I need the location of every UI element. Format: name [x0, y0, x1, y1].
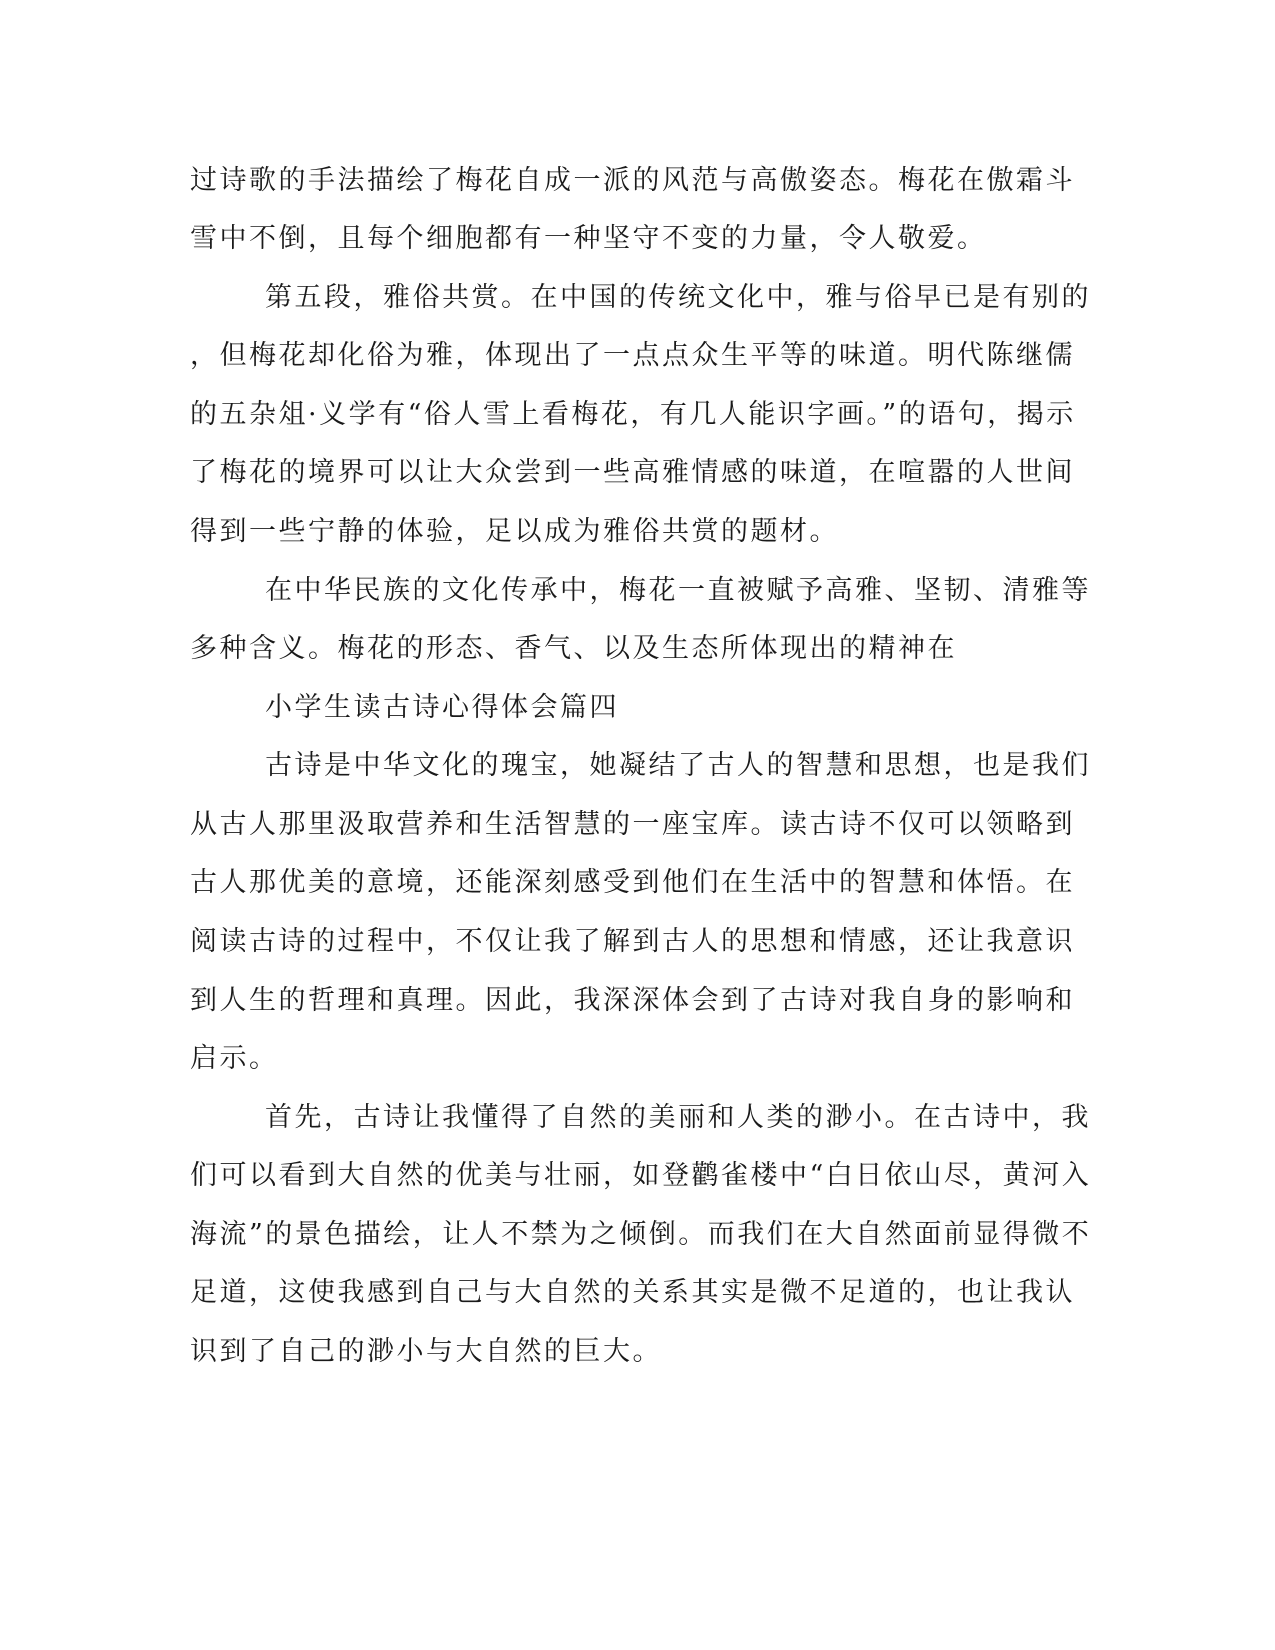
paragraph-line: 古人那优美的意境，还能深刻感受到他们在生活中的智慧和体悟。在	[190, 867, 1075, 898]
paragraph-line: 过诗歌的手法描绘了梅花自成一派的风范与高傲姿态。梅花在傲霜斗	[190, 165, 1075, 196]
paragraph-line: 阅读古诗的过程中，不仅让我了解到古人的思想和情感，还让我意识	[190, 926, 1075, 957]
paragraph-line: 的五杂俎·义学有“俗人雪上看梅花，有几人能识字画。”的语句，揭示	[190, 399, 1076, 430]
paragraph-line: 古诗是中华文化的瑰宝，她凝结了古人的智慧和思想，也是我们	[265, 750, 1091, 781]
paragraph-line: ，但梅花却化俗为雅，体现出了一点点众生平等的味道。明代陈继儒	[190, 340, 1075, 371]
paragraph-line: 第五段，雅俗共赏。在中国的传统文化中，雅与俗早已是有别的	[265, 282, 1091, 313]
paragraph-line: 海流”的景色描绘，让人不禁为之倾倒。而我们在大自然面前显得微不	[190, 1219, 1092, 1250]
paragraph-line: 到人生的哲理和真理。因此，我深深体会到了古诗对我自身的影响和	[190, 985, 1075, 1016]
paragraph-line: 多种含义。梅花的形态、香气、以及生态所体现出的精神在	[190, 633, 957, 664]
paragraph-line: 首先，古诗让我懂得了自然的美丽和人类的渺小。在古诗中，我	[265, 1102, 1091, 1133]
paragraph-line: 启示。	[190, 1043, 279, 1074]
paragraph-line: 识到了自己的渺小与大自然的巨大。	[190, 1336, 662, 1367]
paragraph-line: 从古人那里汲取营养和生活智慧的一座宝库。读古诗不仅可以领略到	[190, 809, 1075, 840]
section-heading: 小学生读古诗心得体会篇四	[265, 692, 619, 723]
paragraph-line: 了梅花的境界可以让大众尝到一些高雅情感的味道，在喧嚣的人世间	[190, 457, 1075, 488]
paragraph-line: 雪中不倒，且每个细胞都有一种坚守不变的力量，令人敬爱。	[190, 223, 987, 254]
paragraph-line: 在中华民族的文化传承中，梅花一直被赋予高雅、坚韧、清雅等	[265, 575, 1091, 606]
paragraph-line: 足道，这使我感到自己与大自然的关系其实是微不足道的，也让我认	[190, 1277, 1075, 1308]
paragraph-line: 们可以看到大自然的优美与壮丽，如登鹳雀楼中“白日依山尽，黄河入	[190, 1160, 1092, 1191]
paragraph-line: 得到一些宁静的体验，足以成为雅俗共赏的题材。	[190, 516, 839, 547]
